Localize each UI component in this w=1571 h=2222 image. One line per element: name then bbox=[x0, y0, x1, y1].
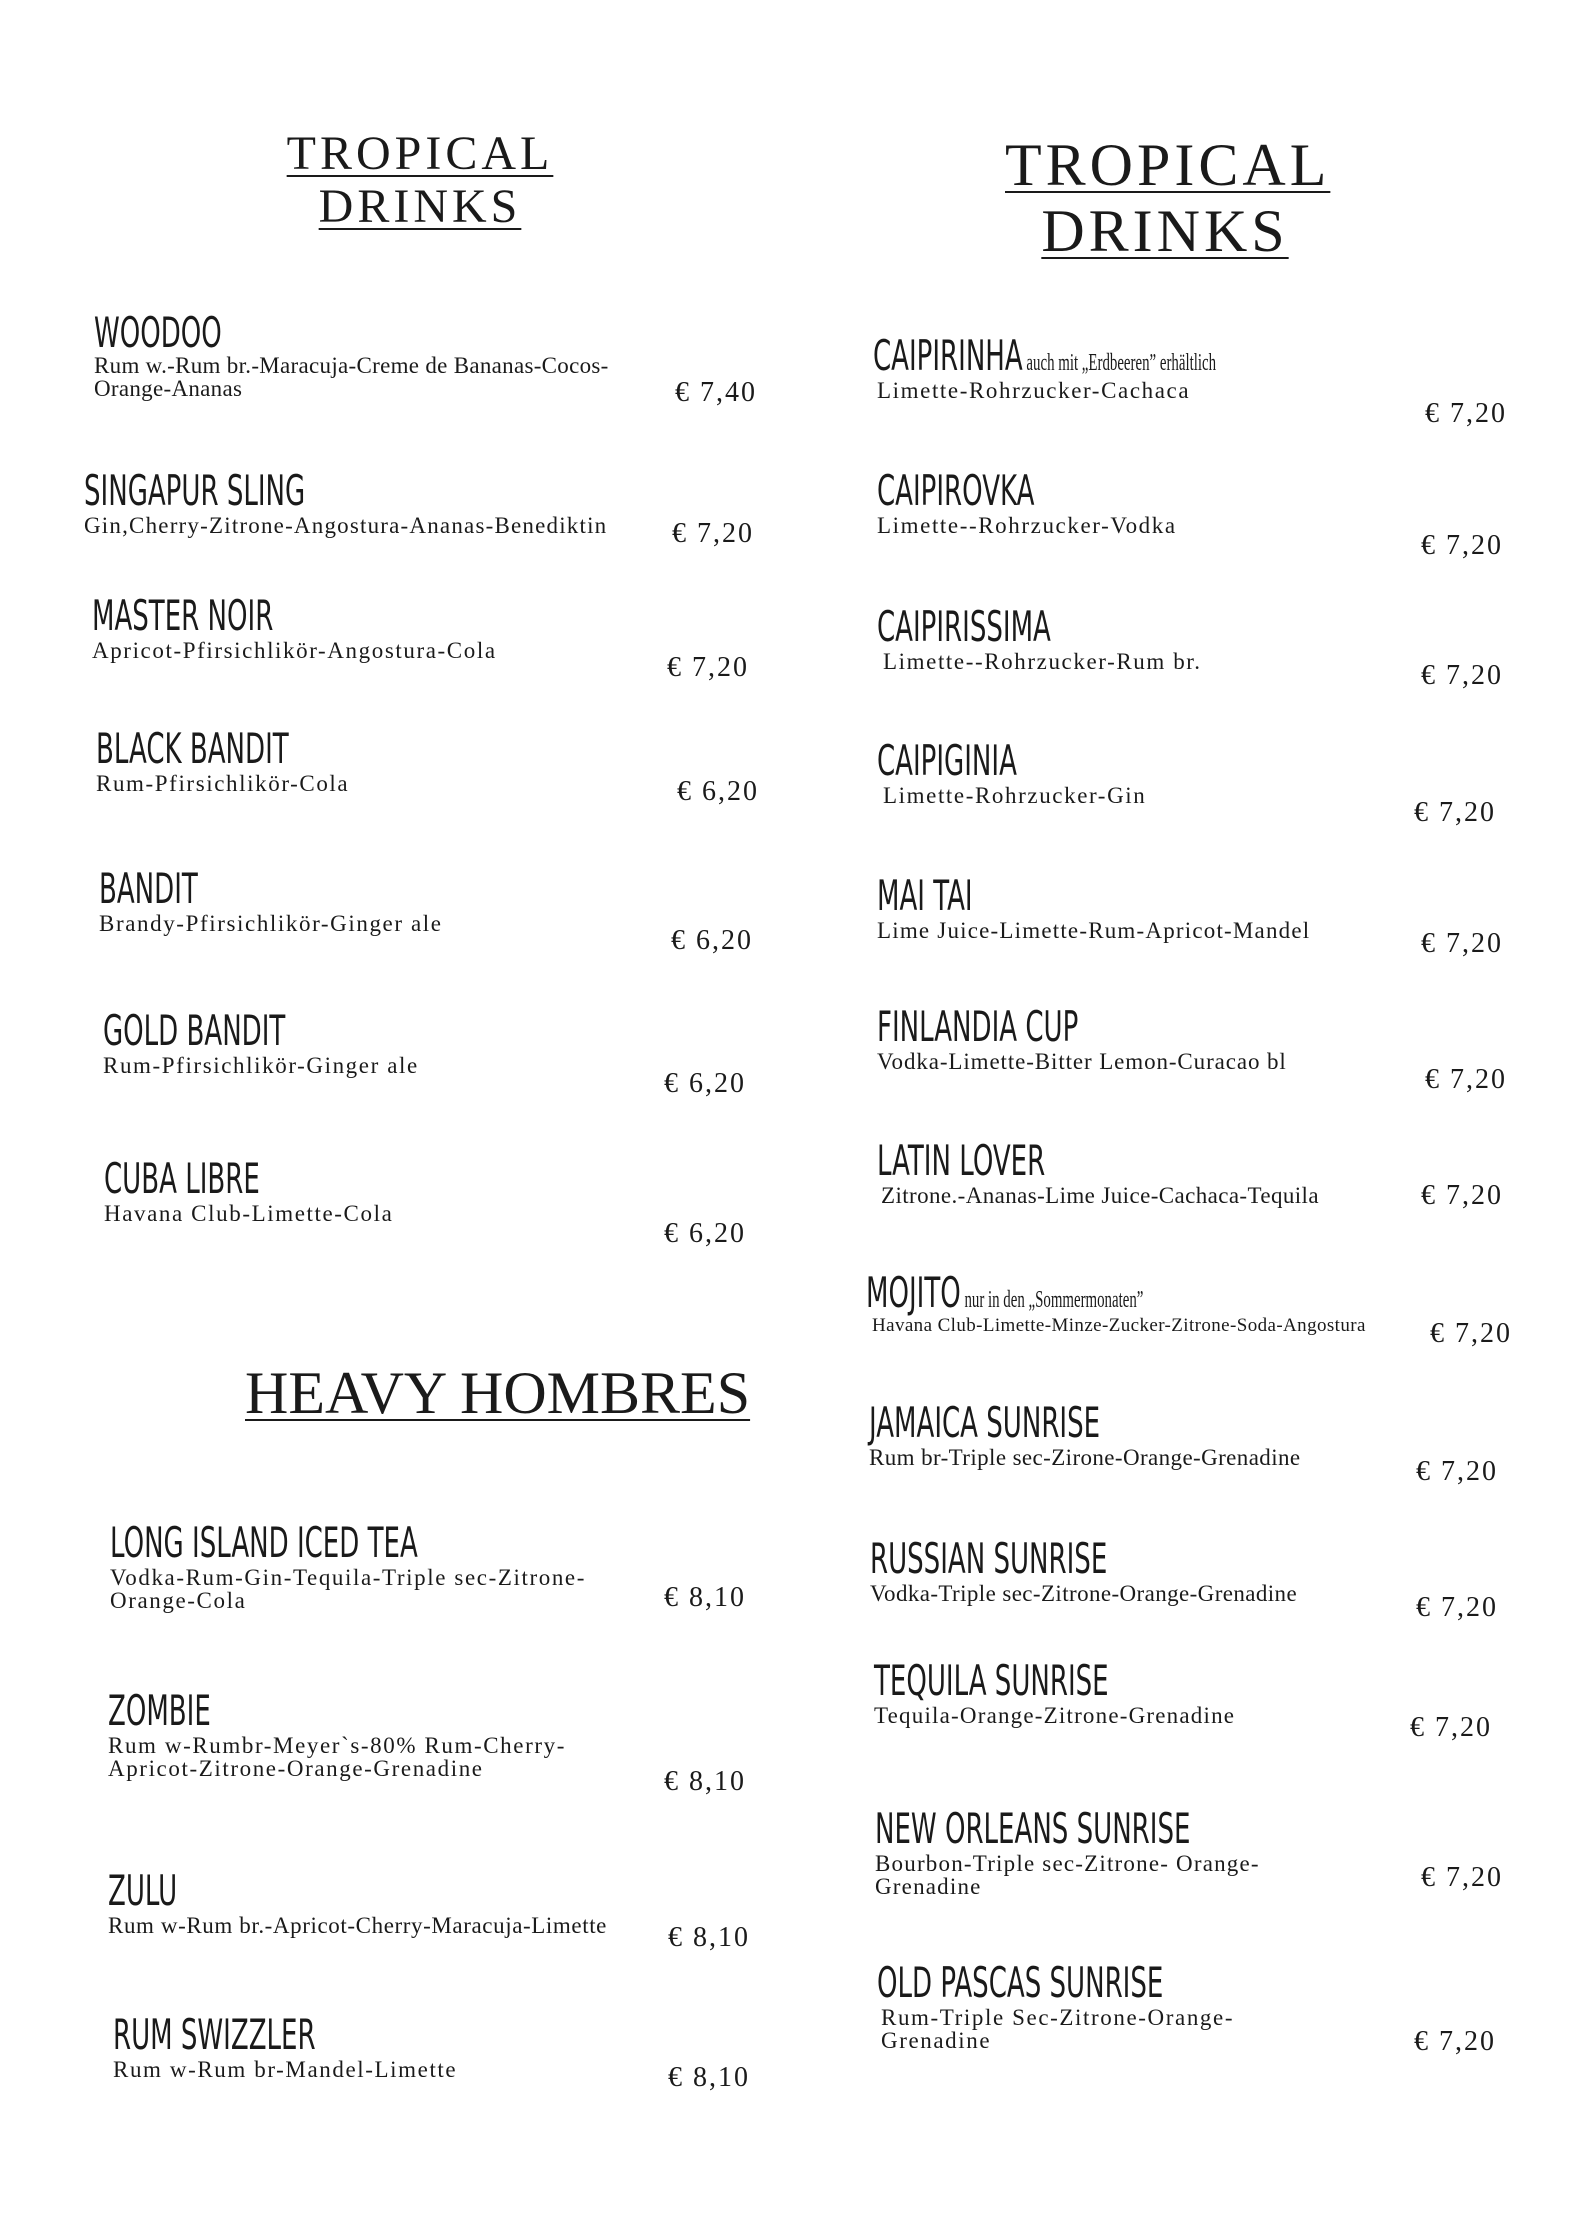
item-price: € 7,20 bbox=[1425, 1064, 1507, 1095]
item-name: ZOMBIE bbox=[108, 1686, 211, 1735]
item-description: Limette--Rohrzucker-Vodka bbox=[877, 513, 1177, 538]
menu-item bbox=[869, 1398, 1301, 1470]
menu-item bbox=[94, 308, 609, 401]
item-note: auch mit „Erdbeeren” erhältlich bbox=[1026, 350, 1217, 376]
item-price: € 8,10 bbox=[668, 2062, 750, 2093]
menu-item bbox=[877, 466, 1177, 538]
item-name: RUM SWIZZLER bbox=[113, 2010, 316, 2059]
item-price: € 7,20 bbox=[1410, 1712, 1492, 1743]
item-name: LATIN LOVER bbox=[877, 1136, 1046, 1185]
item-price: € 7,40 bbox=[675, 377, 757, 408]
menu-item bbox=[104, 1154, 394, 1226]
item-description: Apricot-Pfirsichlikör-Angostura-Cola bbox=[92, 638, 497, 663]
item-price: € 8,10 bbox=[668, 1922, 750, 1953]
menu-item bbox=[870, 1534, 1298, 1606]
item-name: CAIPIROVKA bbox=[877, 466, 1035, 515]
item-description: Rum w.-Rum br.-Maracuja-Creme de Bananas-Cocos- Orange-Ananas bbox=[94, 353, 609, 401]
item-price: € 7,20 bbox=[1416, 1456, 1498, 1487]
item-name: FINLANDIA CUP bbox=[877, 1002, 1079, 1051]
item-name: WOODOO bbox=[94, 308, 222, 357]
item-price: € 6,20 bbox=[664, 1068, 746, 1099]
item-description: Lime Juice-Limette-Rum-Apricot-Mandel bbox=[877, 918, 1311, 943]
item-description: Havana Club-Limette-Cola bbox=[104, 1201, 394, 1226]
item-description: Bourbon-Triple sec-Zitrone- Orange- Grenadine bbox=[875, 1851, 1260, 1899]
item-price: € 7,20 bbox=[1421, 1862, 1503, 1893]
menu-item bbox=[108, 1866, 607, 1938]
item-description: Havana Club-Limette-Minze-Zucker-Zitrone-Soda-Angostura bbox=[872, 1315, 1366, 1336]
item-description: Rum w-Rumbr-Meyer`s-80% Rum-Cherry- Apricot-Zitrone-Orange-Grenadine bbox=[108, 1733, 566, 1781]
menu-item bbox=[877, 1136, 1319, 1208]
item-name: BLACK BANDIT bbox=[96, 724, 289, 773]
item-price: € 7,20 bbox=[1414, 2026, 1496, 2057]
item-price: € 7,20 bbox=[1416, 1592, 1498, 1623]
item-price: € 7,20 bbox=[1414, 797, 1496, 828]
item-name: GOLD BANDIT bbox=[103, 1006, 286, 1055]
item-name-text: MOJITO bbox=[866, 1268, 961, 1317]
menu-item bbox=[873, 331, 1426, 403]
item-name: LONG ISLAND ICED TEA bbox=[110, 1518, 418, 1567]
item-description: Rum w-Rum br.-Apricot-Cherry-Maracuja-Limette bbox=[108, 1913, 607, 1938]
item-price: € 7,20 bbox=[1425, 398, 1507, 429]
item-description: Rum w-Rum br-Mandel-Limette bbox=[113, 2057, 458, 2082]
item-name: MAI TAI bbox=[877, 871, 973, 920]
item-price: € 7,20 bbox=[1421, 530, 1503, 561]
item-description: Limette--Rohrzucker-Rum br. bbox=[883, 649, 1202, 674]
item-description: Rum br-Triple sec-Zirone-Orange-Grenadine bbox=[869, 1445, 1301, 1470]
item-name: MASTER NOIR bbox=[92, 591, 274, 640]
item-description: Brandy-Pfirsichlikör-Ginger ale bbox=[99, 911, 443, 936]
menu-item bbox=[877, 1002, 1287, 1074]
right-section-title: TROPICAL DRINKS bbox=[1005, 132, 1331, 264]
item-price: € 7,20 bbox=[672, 518, 754, 549]
item-description: Rum-Pfirsichlikör-Ginger ale bbox=[103, 1053, 419, 1078]
menu-item bbox=[96, 724, 407, 796]
item-description: Rum-Pfirsichlikör-Cola bbox=[96, 771, 350, 796]
menu-item bbox=[877, 1958, 1339, 2053]
item-name: ZULU bbox=[108, 1866, 178, 1915]
item-price: € 7,20 bbox=[1421, 660, 1503, 691]
left-section-title: TROPICAL DRINKS bbox=[286, 127, 554, 233]
menu-item bbox=[110, 1518, 606, 1613]
item-name: JAMAICA SUNRISE bbox=[869, 1398, 1101, 1447]
item-description: Tequila-Orange-Zitrone-Grenadine bbox=[874, 1703, 1236, 1728]
item-description: Vodka-Rum-Gin-Tequila-Triple sec-Zitrone- Orange-Cola bbox=[110, 1565, 586, 1613]
item-description: Limette-Rohrzucker-Cachaca bbox=[877, 378, 1191, 403]
menu-item bbox=[877, 602, 1202, 674]
menu-item bbox=[103, 1006, 419, 1078]
menu-item bbox=[875, 1804, 1384, 1899]
item-price: € 7,20 bbox=[1421, 928, 1503, 959]
menu-item bbox=[113, 2010, 458, 2082]
item-description: Vodka-Triple sec-Zitrone-Orange-Grenadine bbox=[870, 1581, 1298, 1606]
item-name: SINGAPUR SLING bbox=[84, 466, 306, 515]
item-price: € 6,20 bbox=[677, 776, 759, 807]
item-name: CUBA LIBRE bbox=[104, 1154, 260, 1203]
item-description: Gin,Cherry-Zitrone-Angostura-Ananas-Benediktin bbox=[84, 513, 608, 538]
item-price: € 6,20 bbox=[671, 925, 753, 956]
item-name: CAIPIRISSIMA bbox=[877, 602, 1051, 651]
item-name: BANDIT bbox=[99, 864, 198, 913]
menu-item bbox=[92, 591, 497, 663]
item-name: RUSSIAN SUNRISE bbox=[870, 1534, 1108, 1583]
menu-item bbox=[874, 1656, 1252, 1728]
item-price: € 6,20 bbox=[664, 1218, 746, 1249]
item-price: € 7,20 bbox=[1421, 1180, 1503, 1211]
item-price: € 8,10 bbox=[664, 1582, 746, 1613]
menu-item bbox=[108, 1686, 566, 1781]
item-description: Limette-Rohrzucker-Gin bbox=[883, 783, 1147, 808]
item-name-text: CAIPIRINHA bbox=[873, 331, 1023, 380]
item-note: nur in den „Sommermonaten” bbox=[964, 1287, 1144, 1313]
item-name bbox=[866, 1268, 1176, 1317]
menu-item bbox=[99, 864, 443, 936]
item-price: € 7,20 bbox=[667, 652, 749, 683]
item-name bbox=[873, 331, 1217, 380]
item-description: Zitrone.-Ananas-Lime Juice-Cachaca-Tequila bbox=[881, 1183, 1319, 1208]
item-description: Vodka-Limette-Bitter Lemon-Curacao bl bbox=[877, 1049, 1287, 1074]
menu-item bbox=[866, 1268, 1366, 1336]
menu-item bbox=[84, 466, 608, 538]
menu-item bbox=[877, 871, 1311, 943]
item-name: NEW ORLEANS SUNRISE bbox=[875, 1804, 1191, 1853]
heavy-hombres-title: HEAVY HOMBRES bbox=[245, 1360, 751, 1426]
item-price: € 7,20 bbox=[1430, 1318, 1512, 1349]
item-price: € 8,10 bbox=[664, 1766, 746, 1797]
item-name: OLD PASCAS SUNRISE bbox=[877, 1958, 1164, 2007]
item-description: Rum-Triple Sec-Zitrone-Orange- Grenadine bbox=[881, 2005, 1235, 2053]
menu-item bbox=[877, 736, 1147, 808]
item-name: CAIPIGINIA bbox=[877, 736, 1017, 785]
item-name: TEQUILA SUNRISE bbox=[874, 1656, 1109, 1705]
